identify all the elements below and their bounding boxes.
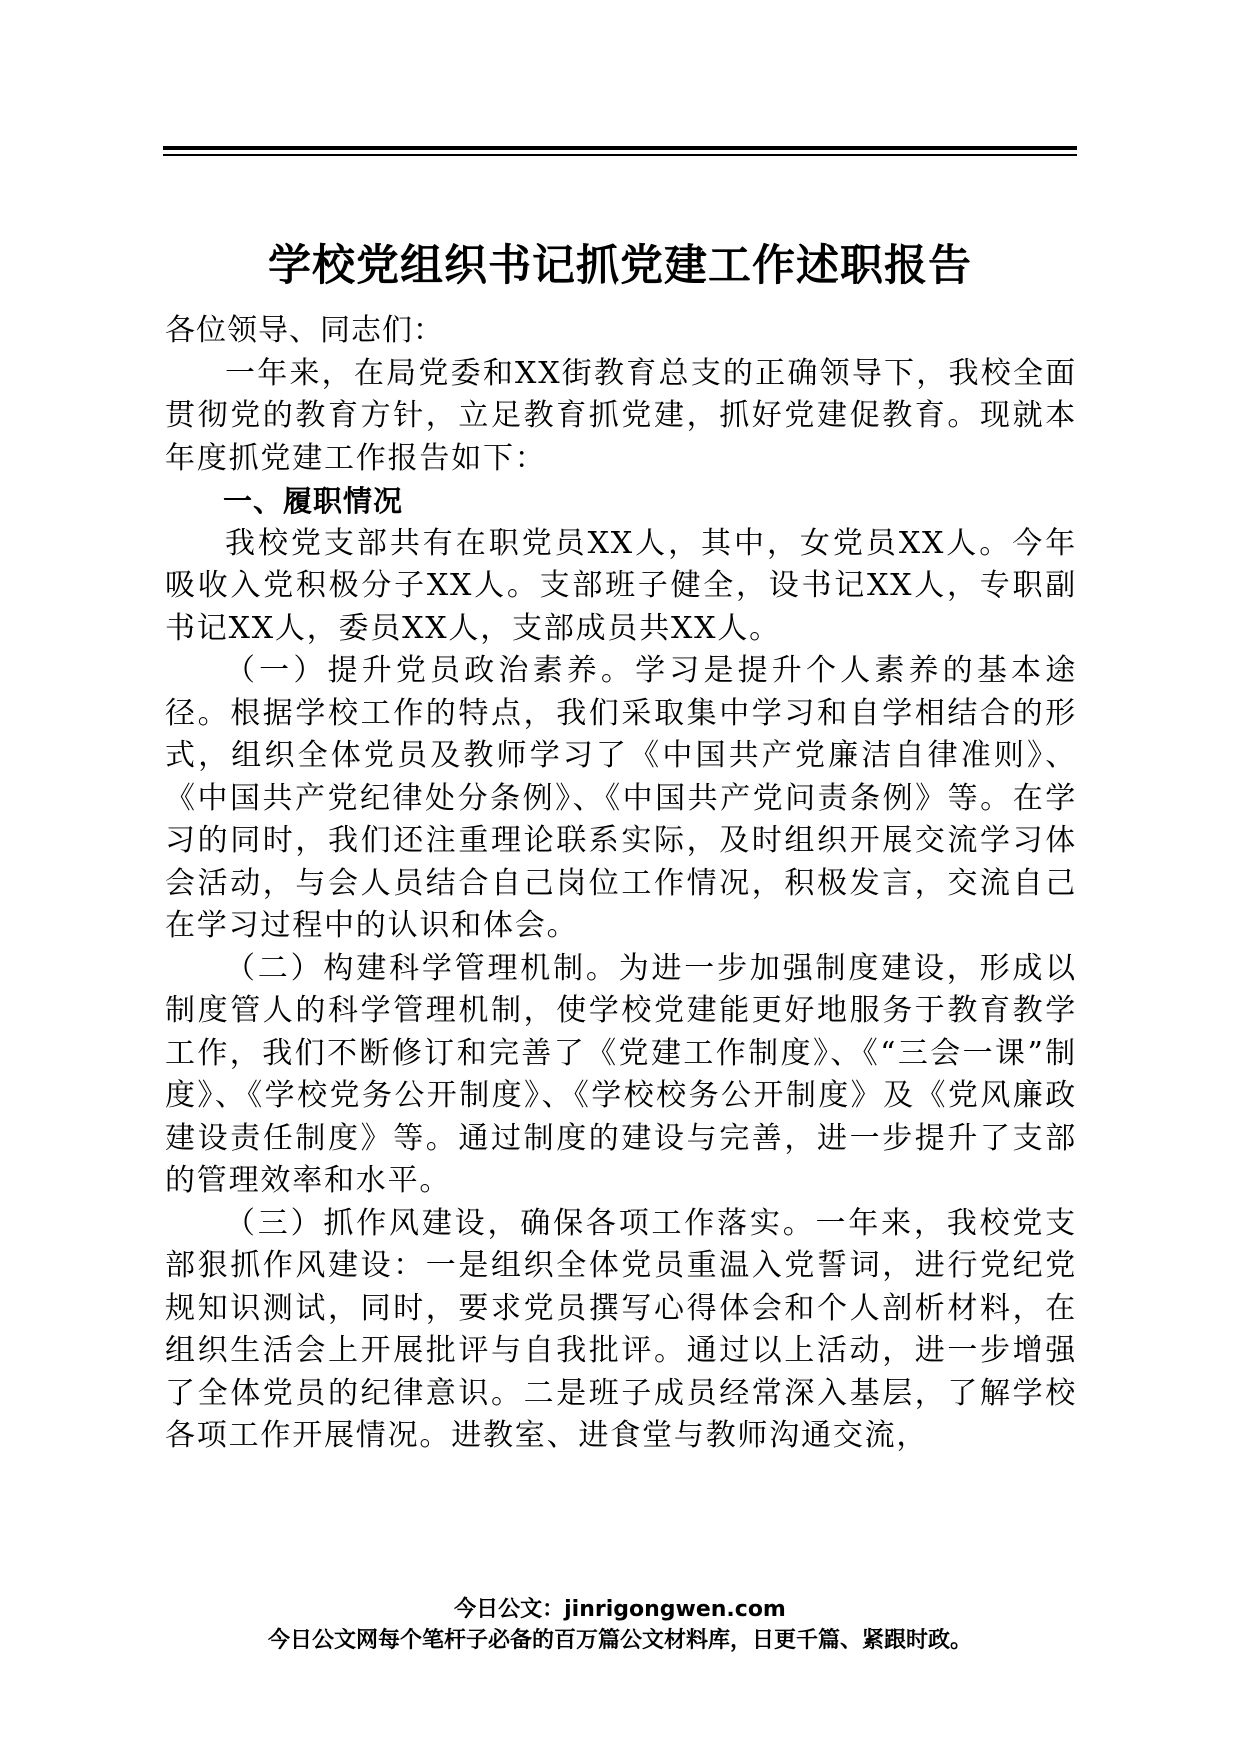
document-title: 学校党组织书记抓党建工作述职报告 — [268, 241, 972, 291]
header-rule-thin — [163, 154, 1077, 156]
header-rule-thick — [163, 146, 1077, 150]
item-3-paragraph: （三）抓作风建设，确保各项工作落实。一年来，我校党支部狠抓作风建设：一是组织全体党员重温入党誓词，进行党纪党规知识测试，同时，要求党员撰写心得体会和个人剖析材料，在组织生活会上开展批评与自我批评。通过以上活动，进一步增强了全体党员的纪律意识。二是班子成员经常深入基层，了解学校各项工作开展情况。进教室、进食堂与教师沟通交流， — [165, 1205, 1077, 1453]
intro-paragraph: 一年来，在局党委和XX街教育总支的正确领导下，我校全面贯彻党的教育方针，立足教育抓党建，抓好党建促教育。现就本年度抓党建工作报告如下： — [165, 355, 1077, 476]
footer-slogan-line: 今日公文网每个笔杆子必备的百万篇公文材料库，日更千篇、紧跟时政。 — [267, 1628, 972, 1653]
section-heading-1: 一、履职情况 — [223, 484, 404, 518]
salutation: 各位领导、同志们： — [165, 313, 444, 348]
item-2-paragraph: （二）构建科学管理机制。为进一步加强制度建设，形成以制度管人的科学管理机制，使学校党建能更好地服务于教育教学工作，我们不断修订和完善了《党建工作制度》、《“三会一课”制度》、《学校党务公开制度》、《学校校务公开制度》及《党风廉政建设责任制度》等。通过制度的建设与完善，进一步提升了支部的管理效率和水平。 — [165, 950, 1077, 1198]
section-1-summary: 我校党支部共有在职党员XX人，其中，女党员XX人。今年吸收入党积极分子XX人。支部班子健全，设书记XX人，专职副书记XX人，委员XX人，支部成员共XX人。 — [165, 525, 1077, 646]
item-1-paragraph: （一）提升党员政治素养。学习是提升个人素养的基本途径。根据学校工作的特点，我们采取集中学习和自学相结合的形式，组织全体党员及教师学习了《中国共产党廉洁自律准则》、《中国共产党纪律处分条例》、《中国共产党问责条例》等。在学习的同时，我们还注重理论联系实际，及时组织开展交流学习体会活动，与会人员结合自己岗位工作情况，积极发言，交流自己在学习过程中的认识和体会。 — [165, 653, 1077, 943]
document-body — [165, 310, 1077, 1458]
footer-site-line: 今日公文：jinrigongwen.com — [454, 1597, 786, 1622]
